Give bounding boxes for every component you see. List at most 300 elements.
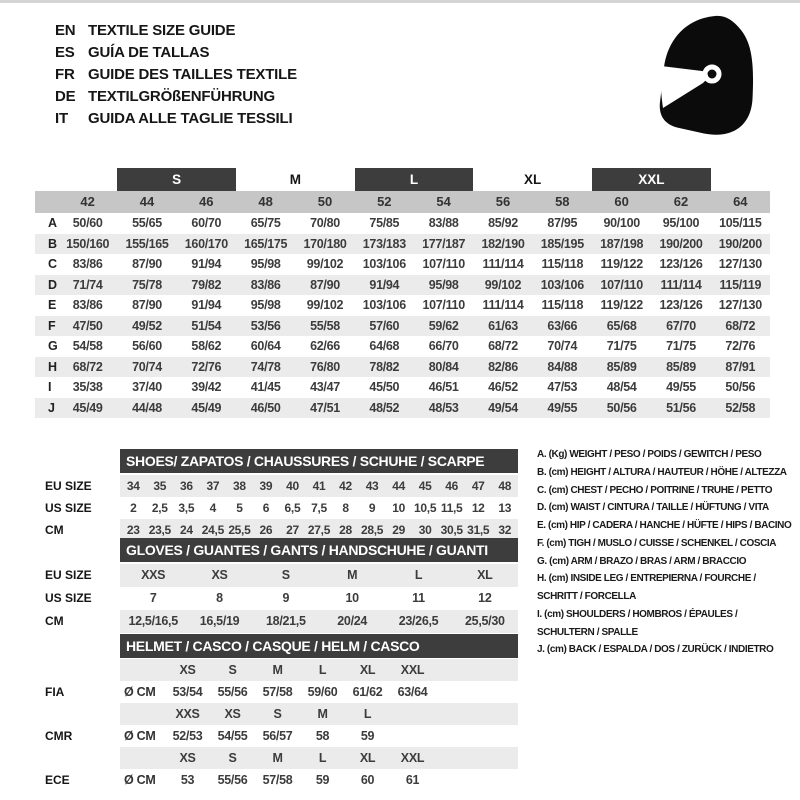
measurement-value: 165/175 [244,236,288,251]
size-value: 23/26,5 [398,614,439,628]
size-value: 40 [286,479,299,493]
standard-label-cmr: CMR [45,729,73,743]
measurement-value: 68/72 [488,339,518,353]
size-value: 13 [498,501,512,515]
size-number: 44 [139,194,155,209]
measurement-value: 84/88 [547,359,578,374]
measurement-value: 85/89 [606,359,637,374]
size-value: 46 [445,479,459,493]
size-row [120,497,518,519]
size-value: 24,5 [201,523,224,537]
helmet-value: 60 [360,773,375,787]
size-value: 28,5 [360,523,384,537]
size-value: 2,5 [151,501,168,515]
measurement-value: 70/74 [547,339,578,353]
measurement-value: 87/95 [547,216,578,230]
helmet-size: S [273,707,282,721]
measurement-value: 74/78 [250,359,281,374]
size-value: 35 [153,479,167,493]
row-label-cm: CM [45,523,64,537]
size-row [120,475,518,497]
measurement-value: 41/45 [250,380,281,394]
size-value: 2 [130,501,137,515]
measurement-value: 111/114 [482,298,524,312]
standard-label-ece: ECE [45,773,70,787]
standard-label-fia: FIA [45,685,65,699]
measurement-value: 59/62 [428,318,459,333]
measurement-value: 85/89 [666,359,696,374]
measurement-value: 95/98 [250,298,281,312]
measurement-value: 71/75 [606,339,637,353]
measurement-value: 99/102 [484,277,522,292]
measurement-row [35,254,770,275]
size-band-row [35,168,770,191]
measurement-value: 185/195 [540,236,584,251]
measurement-value: 95/98 [428,277,459,292]
measurement-value: 90/100 [603,216,640,230]
helmet-size-spacer [120,747,165,769]
racing-helmet-icon [652,12,762,140]
measurement-value: 50/60 [72,216,103,230]
legend-item: H. (cm) INSIDE LEG / ENTREPIERNA / FOURCHE / SCHRITT / FORCELLA [537,573,756,602]
measurement-value: 55/58 [310,318,340,333]
size-number: 64 [733,194,748,209]
size-value: 44 [392,479,405,493]
measurement-value: 48/54 [606,380,637,394]
helmet-value: 61 [405,773,420,787]
helmet-value: 53/54 [172,685,203,699]
measurement-value: 123/126 [659,257,703,271]
legend-item: E. (cm) HIP / CADERA / HANCHE / HÜFTE / HIPS / BACINO [537,520,792,531]
helmet-size: XS [179,663,196,677]
measurement-value: 48/52 [369,400,400,415]
language-title-row [55,86,297,108]
size-value: 23 [126,523,140,537]
measurement-value: 43/47 [310,380,340,394]
measurement-value: 52/58 [725,400,756,415]
measurement-value: 70/80 [310,216,340,230]
measurement-value: 83/88 [428,216,459,230]
measurement-value: 53/56 [250,318,281,333]
measurement-row-letter: D [48,277,58,292]
measurement-value: 58/62 [191,339,222,353]
size-value: 10 [345,591,359,605]
language-title-row [55,42,297,64]
measurement-value: 56/60 [132,339,162,353]
measurement-value: 51/56 [666,400,696,415]
helmet-value: 59 [315,773,330,787]
size-row [120,587,518,610]
measurement-value: 103/106 [540,277,584,292]
legend-item: B. (cm) HEIGHT / ALTURA / HAUTEUR / HÖHE / ALTEZZA [537,466,787,478]
measurement-value: 99/102 [306,257,344,271]
measurement-value: 49/55 [547,400,578,415]
size-value: 37 [206,479,220,493]
size-value: 8 [216,591,223,605]
helmet-size: L [318,663,327,677]
measurement-value: 87/91 [725,359,756,374]
helmet-size [390,703,435,725]
measurement-value: 83/86 [72,298,103,312]
measurement-value: 107/110 [422,298,465,312]
language-title-row [55,108,297,130]
legend-item: C. (cm) CHEST / PECHO / POITRINE / TRUHE / PETTO [537,484,773,496]
measurement-value: 47/53 [547,380,578,394]
helmet-table [120,659,518,791]
helmet-value: 52/53 [172,729,203,743]
size-value: 32 [498,523,512,537]
size-value: 12 [478,591,492,605]
size-value: 41 [312,479,326,493]
helmet-size-spacer [120,659,165,681]
measurement-row [35,357,770,378]
measurement-value: 160/170 [184,236,228,251]
size-number: 60 [614,194,629,209]
top-border-strip [0,0,800,3]
measurement-value: 119/122 [600,298,643,312]
language-title-row [55,64,297,86]
measurement-value: 54/58 [72,339,103,353]
measurement-value: 80/84 [428,359,459,374]
size-band-s: S [117,168,236,191]
measurement-value: 91/94 [191,257,222,271]
helmet-size: XXS [175,707,200,721]
size-value: 6 [262,501,270,515]
measurement-value: 170/180 [303,236,347,251]
size-value: 9 [368,501,376,515]
measurement-value: 49/52 [132,318,162,333]
helmet-size-filler [435,747,518,769]
size-value: 39 [259,479,273,493]
row-label-eu-size: EU SIZE [45,568,92,582]
size-value: 23,5 [148,523,171,537]
helmet-size-filler [435,703,518,725]
helmet-size-header-row [120,703,518,725]
measurement-value: 57/60 [369,318,400,333]
size-value: 9 [282,591,290,605]
measurement-value: 91/94 [191,298,222,312]
measurement-value: 82/86 [488,359,518,374]
language-code: ES [55,44,75,61]
measurement-row-letter: A [48,216,58,230]
helmet-section-title: HELMET / CASCO / CASQUE / HELM / CASCO [120,634,518,658]
size-value: 11 [412,591,425,605]
size-value: S [281,568,290,582]
measurement-value: 91/94 [369,277,400,292]
measurement-row [35,316,770,337]
helmet-value-filler [435,725,518,747]
size-value: 36 [179,479,193,493]
measurement-value: 60/64 [250,339,281,353]
size-number: 48 [258,194,273,209]
size-band-l: L [355,168,474,191]
measurement-value: 190/200 [659,236,703,251]
size-value: XXS [141,568,166,582]
measurement-value: 103/106 [362,257,406,271]
size-value: 45 [418,479,432,493]
helmet-value: 59/60 [307,685,338,699]
size-value: 43 [365,479,379,493]
helmet-size: M [317,707,328,721]
shoes-section-title: SHOES/ ZAPATOS / CHAUSSURES / SCHUHE / SCARPE [120,449,518,473]
measurement-value: 55/65 [132,216,162,230]
helmet-size: S [228,751,237,765]
measurement-value: 70/74 [132,359,162,374]
helmet-value-row [120,769,518,791]
measurement-row [35,336,770,357]
measurement-value: 83/86 [250,277,281,292]
measurement-value: 95/98 [250,257,281,271]
size-value: 12 [471,501,485,515]
language-title-list [55,20,297,130]
size-band-spacer [35,168,117,191]
helmet-size: XXL [400,663,425,677]
measurement-value: 85/92 [488,216,518,230]
size-value: 6,5 [284,501,301,515]
measurement-value: 51/54 [191,318,222,333]
measurement-row [35,377,770,398]
measurement-value: 35/38 [72,380,103,394]
helmet-size: XS [179,751,196,765]
measurement-value: 150/160 [66,236,110,251]
size-value: L [414,568,423,582]
helmet-size-header-row [120,747,518,769]
size-band-xl: XL [524,172,542,187]
size-value: 26 [259,523,273,537]
size-value: 42 [339,479,352,493]
measurement-value: 67/70 [666,318,696,333]
measurement-value: 45/50 [369,380,400,394]
helmet-size-header-row [120,659,518,681]
measurement-value: 111/114 [660,277,702,292]
measurement-value: 187/198 [600,236,644,251]
language-code: FR [55,66,75,83]
helmet-diameter-label: Ø CM [124,729,156,743]
helmet-size: XXL [400,751,425,765]
measurement-value: 62/66 [310,339,340,353]
helmet-value: 57/58 [262,685,293,699]
size-value: 24 [179,523,193,537]
textile-size-table [35,168,770,418]
measurement-row-letter: H [48,359,58,374]
size-number: 62 [673,194,689,209]
helmet-value: 59 [360,729,375,743]
size-value: 48 [498,479,512,493]
size-band-m: M [289,172,301,187]
measurement-value: 47/50 [72,318,103,333]
helmet-value: 55/56 [217,685,248,699]
measurement-value: 87/90 [132,298,162,312]
measurement-value: 87/90 [132,257,162,271]
measurement-value: 44/48 [132,400,162,415]
language-code: IT [55,110,68,127]
measurement-value: 155/165 [125,236,169,251]
measurement-value: 49/55 [666,380,696,394]
measurement-value: 66/70 [428,339,459,353]
size-number: 50 [317,194,333,209]
helmet-value-row [120,681,518,703]
helmet-value: 53 [180,773,195,787]
helmet-size: XL [359,751,376,765]
size-value: XS [211,568,228,582]
size-value: 16,5/19 [199,614,240,628]
helmet-size-spacer [120,703,165,725]
helmet-value: 58 [315,729,330,743]
legend-item: I. (cm) SHOULDERS / HOMBROS / ÉPAULES / SCHULTERN / SPALLE [537,608,738,638]
measurement-value: 95/100 [662,216,700,230]
helmet-value: 57/58 [262,773,293,787]
size-value: 11,5 [440,501,463,515]
measurement-value: 39/42 [191,380,222,394]
measurement-row-letter: E [48,298,57,312]
row-label-us-size: US SIZE [45,501,92,515]
size-value: 8 [342,501,349,515]
helmet-size: M [272,663,283,677]
measurement-value: 50/56 [725,380,756,394]
language-title-text: TEXTILGRÖßENFÜHRUNG [88,88,276,105]
helmet-value [390,725,435,747]
measurement-value: 65/68 [606,318,637,333]
measurement-value: 173/183 [362,236,406,251]
measurement-value: 119/122 [600,257,643,271]
measurement-value: 47/51 [310,400,340,415]
size-number: 52 [377,194,392,209]
shoes-table [120,475,518,541]
helmet-value: 55/56 [217,773,248,787]
language-code: DE [55,88,76,105]
measurement-value: 45/49 [72,400,103,415]
size-value: 29 [392,523,405,537]
measurement-value: 61/63 [488,318,518,333]
measurement-value: 45/49 [191,400,222,415]
measurement-value: 115/119 [719,277,762,292]
size-band-xxl: XXL [592,168,711,191]
legend-item: J. (cm) BACK / ESPALDA / DOS / ZURÜCK / INDIETRO [537,644,774,656]
measurement-row [35,398,770,419]
measurement-row-letter: G [48,339,58,353]
measurement-value: 63/66 [547,318,578,333]
measurement-value: 49/54 [488,400,518,415]
legend-item: G. (cm) ARM / BRAZO / BRAS / ARM / BRACCIO [537,555,747,567]
measurement-value: 182/190 [481,236,525,251]
measurement-value: 72/76 [725,339,756,353]
measurement-value: 123/126 [659,298,703,312]
size-value: 10 [392,501,405,515]
helmet-value: 63/64 [397,685,428,699]
measurement-value: 46/52 [488,380,518,394]
size-value: 12,5/16,5 [128,614,178,628]
measurement-value: 99/102 [306,298,344,312]
helmet-value: 54/55 [217,729,248,743]
measurement-value: 177/187 [422,236,466,251]
language-title-text: TEXTILE SIZE GUIDE [88,22,236,39]
size-value: 30 [418,523,432,537]
size-number: 46 [199,194,214,209]
size-value: 5 [236,501,243,515]
measurement-value: 71/74 [72,277,103,292]
language-title-text: GUIDA ALLE TAGLIE TESSILI [88,110,293,127]
measurement-value: 190/200 [718,236,762,251]
helmet-size: S [228,663,237,677]
measurement-value: 68/72 [72,359,103,374]
measurement-value: 50/56 [606,400,637,415]
measurement-value: 75/85 [369,216,400,230]
gloves-table [120,564,518,633]
size-number: 42 [80,194,95,209]
measurement-row-letter: F [48,318,56,333]
size-value: 30,5 [440,523,463,537]
measurement-value: 46/50 [250,400,281,415]
measurement-value: 107/110 [422,257,465,271]
language-title-row [55,20,297,42]
size-value: 34 [126,479,140,493]
measurement-value: 78/82 [369,359,400,374]
size-value: 28 [339,523,352,537]
helmet-value-row [120,725,518,747]
size-value: 25,5 [228,523,251,537]
measurement-row-letter: B [48,236,58,251]
measurement-value: 115/118 [541,257,584,271]
size-number: 54 [436,194,451,209]
helmet-size: XL [359,663,376,677]
helmet-value-filler [435,681,518,703]
measurement-row-letter: J [48,400,55,415]
legend-item: A. (Kg) WEIGHT / PESO / POIDS / GEWITCH / PESO [537,449,762,460]
measurement-row-letter: C [48,257,58,271]
measurement-value: 76/80 [310,359,340,374]
measurement-value: 37/40 [132,380,162,394]
measurement-value: 72/76 [191,359,222,374]
measurement-value: 60/70 [191,216,222,230]
size-value: 20/24 [337,614,368,628]
size-value: M [347,568,358,582]
measurement-row [35,213,770,234]
measurement-value: 48/53 [428,400,459,415]
measurement-value: 111/114 [482,257,524,271]
language-title-text: GUÍA DE TALLAS [88,44,210,61]
size-value: 7 [149,591,157,605]
size-value: 3,5 [178,501,195,515]
measurement-value: 79/82 [191,277,222,292]
helmet-value-filler [435,769,518,791]
size-row [120,564,518,587]
size-value: 18/21,5 [266,614,306,628]
helmet-value: 61/62 [352,685,383,699]
size-number: 56 [495,194,511,209]
size-value: 47 [471,479,485,493]
size-value: 10,5 [414,501,437,515]
size-value: 27 [286,523,299,537]
measurement-row-letter: I [48,380,52,394]
size-value: 4 [209,501,217,515]
helmet-size: XS [224,707,241,721]
size-value: XL [477,568,493,582]
measurement-row [35,295,770,316]
size-value: 7,5 [311,501,327,515]
helmet-size-filler [435,659,518,681]
size-number: 58 [555,194,570,209]
measurement-value: 127/130 [718,257,762,271]
measurement-value: 115/118 [541,298,584,312]
measurement-value: 127/130 [718,298,762,312]
measurement-value: 68/72 [725,318,756,333]
measurement-value: 71/75 [666,339,696,353]
helmet-diameter-label: Ø CM [124,773,156,787]
legend-item: D. (cm) WAIST / CINTURA / TAILLE / HÜFTUNG / VITA [537,502,769,514]
size-band-spacer [711,168,770,191]
measurement-row [35,234,770,255]
measurement-value: 103/106 [362,298,406,312]
